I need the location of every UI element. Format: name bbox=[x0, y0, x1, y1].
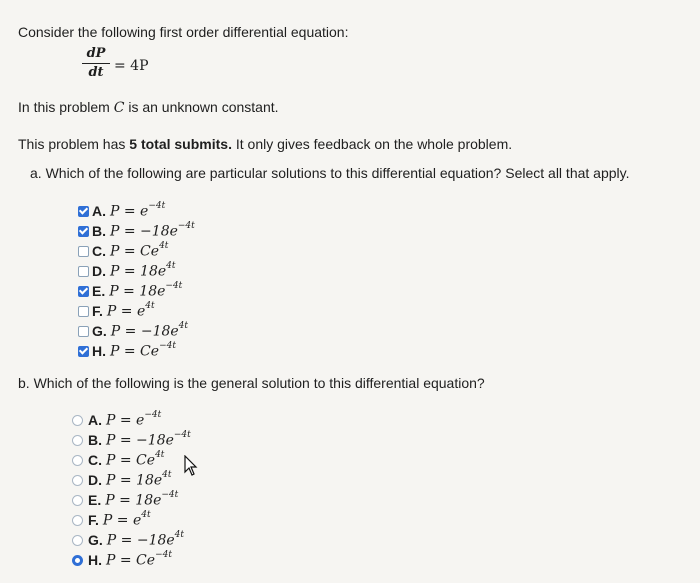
constant-note bbox=[18, 98, 279, 117]
equation-numerator: dP bbox=[86, 46, 106, 61]
option-label: E. bbox=[92, 283, 106, 299]
option-expression bbox=[106, 409, 162, 429]
option-expression bbox=[110, 340, 176, 360]
option-expression bbox=[106, 300, 155, 320]
option-expression-base: P = −18e bbox=[106, 532, 175, 549]
option-expression bbox=[102, 509, 151, 529]
checkbox-icon[interactable] bbox=[78, 246, 89, 257]
submits-note-bold: 5 total submits. bbox=[129, 136, 232, 152]
submits-note-suffix: It only gives feedback on the whole problem. bbox=[231, 136, 513, 152]
checkbox-icon[interactable] bbox=[78, 326, 89, 337]
option-expression-exponent: 4t bbox=[155, 449, 165, 460]
mouse-cursor-icon bbox=[184, 455, 198, 477]
part-a-question: a. Which of the following are particular solutions to this differential equation? Select all that apply. bbox=[30, 165, 630, 181]
option-expression bbox=[109, 280, 183, 300]
radio-icon[interactable] bbox=[72, 535, 83, 546]
option-expression bbox=[106, 469, 172, 489]
option-expression-base: P = Ce bbox=[110, 243, 160, 260]
part-b-option-h[interactable] bbox=[72, 550, 172, 570]
radio-icon[interactable] bbox=[72, 515, 83, 526]
option-expression-base: P = −18e bbox=[110, 223, 178, 240]
option-expression-base: P = 18e bbox=[105, 492, 162, 509]
option-label: C. bbox=[88, 452, 102, 468]
option-expression-exponent: 4t bbox=[178, 320, 189, 331]
equation-denominator: dt bbox=[88, 65, 104, 80]
checkbox-icon[interactable] bbox=[78, 266, 89, 277]
part-a-option-e[interactable] bbox=[78, 281, 182, 301]
checkbox-checked-icon[interactable] bbox=[78, 286, 89, 297]
option-expression-base: P = 18e bbox=[110, 263, 167, 280]
option-expression bbox=[110, 240, 169, 260]
option-expression-base: P = Ce bbox=[106, 452, 156, 469]
option-label: G. bbox=[88, 532, 103, 548]
option-expression-base: P = e bbox=[106, 303, 146, 320]
checkbox-icon[interactable] bbox=[78, 306, 89, 317]
part-b-option-b[interactable] bbox=[72, 430, 191, 450]
checkbox-checked-icon[interactable] bbox=[78, 226, 89, 237]
option-expression-exponent: 4t bbox=[174, 529, 185, 540]
part-a-option-h[interactable] bbox=[78, 341, 176, 361]
option-label: F. bbox=[92, 303, 103, 319]
option-expression-exponent: 4t bbox=[166, 260, 176, 271]
part-b-question: b. Which of the following is the general solution to this differential equation? bbox=[18, 375, 485, 391]
part-a-option-a[interactable] bbox=[78, 201, 165, 221]
option-expression-exponent: −4t bbox=[148, 200, 166, 211]
equation-fraction bbox=[82, 46, 110, 81]
option-expression bbox=[106, 549, 172, 569]
option-label: E. bbox=[88, 492, 102, 508]
option-expression-base: P = Ce bbox=[110, 343, 160, 360]
option-expression bbox=[106, 429, 191, 449]
part-b-option-g[interactable] bbox=[72, 530, 184, 550]
part-a-option-c[interactable] bbox=[78, 241, 168, 261]
option-label: H. bbox=[88, 552, 102, 568]
radio-icon[interactable] bbox=[72, 435, 83, 446]
option-expression-exponent: −4t bbox=[177, 220, 195, 231]
option-expression-base: P = Ce bbox=[106, 552, 156, 569]
part-b-option-d[interactable] bbox=[72, 470, 172, 490]
option-label: F. bbox=[88, 512, 99, 528]
option-label: H. bbox=[92, 343, 106, 359]
submits-note bbox=[18, 135, 512, 153]
option-expression-exponent: −4t bbox=[155, 549, 172, 560]
option-expression-exponent: 4t bbox=[159, 240, 169, 251]
option-label: G. bbox=[92, 323, 107, 339]
option-expression bbox=[105, 489, 179, 509]
option-expression bbox=[110, 220, 195, 240]
part-b-option-c[interactable] bbox=[72, 450, 164, 470]
radio-icon[interactable] bbox=[72, 495, 83, 506]
option-expression-exponent: −4t bbox=[161, 489, 179, 500]
option-expression bbox=[110, 200, 166, 220]
equation-rhs: = 4P bbox=[114, 58, 149, 74]
fraction-bar bbox=[82, 63, 110, 64]
part-a-option-f[interactable] bbox=[78, 301, 155, 321]
radio-icon[interactable] bbox=[72, 475, 83, 486]
option-expression-base: P = −18e bbox=[106, 432, 174, 449]
option-label: D. bbox=[88, 472, 102, 488]
option-expression-exponent: 4t bbox=[141, 509, 151, 520]
option-expression-base: P = e bbox=[110, 203, 149, 220]
option-expression-base: P = −18e bbox=[110, 323, 179, 340]
constant-note-prefix: In this problem bbox=[18, 99, 114, 115]
option-expression-exponent: 4t bbox=[162, 469, 172, 480]
option-expression-exponent: 4t bbox=[145, 300, 155, 311]
checkbox-checked-icon[interactable] bbox=[78, 206, 89, 217]
part-a-option-d[interactable] bbox=[78, 261, 176, 281]
option-expression-base: P = e bbox=[106, 412, 145, 429]
option-expression bbox=[106, 449, 165, 469]
option-expression bbox=[106, 529, 185, 549]
radio-selected-icon[interactable] bbox=[72, 555, 83, 566]
option-expression-exponent: −4t bbox=[173, 429, 191, 440]
option-expression-exponent: −4t bbox=[144, 409, 162, 420]
option-expression-base: P = 18e bbox=[109, 283, 166, 300]
submits-note-prefix: This problem has bbox=[18, 136, 130, 152]
option-expression-base: P = e bbox=[102, 512, 142, 529]
option-expression bbox=[110, 260, 176, 280]
checkbox-checked-icon[interactable] bbox=[78, 346, 89, 357]
part-a-option-g[interactable] bbox=[78, 321, 188, 341]
option-label: D. bbox=[92, 263, 106, 279]
part-a-option-b[interactable] bbox=[78, 221, 195, 241]
option-label: A. bbox=[92, 203, 106, 219]
radio-icon[interactable] bbox=[72, 415, 83, 426]
intro-text: Consider the following first order differential equation: bbox=[18, 24, 349, 40]
option-expression-exponent: −4t bbox=[159, 340, 176, 351]
constant-note-suffix: is an unknown constant. bbox=[124, 99, 279, 115]
option-label: B. bbox=[88, 432, 102, 448]
option-label: A. bbox=[88, 412, 102, 428]
part-b-option-f[interactable] bbox=[72, 510, 151, 530]
option-expression-exponent: −4t bbox=[165, 280, 183, 291]
part-b-option-a[interactable] bbox=[72, 410, 161, 430]
option-label: B. bbox=[92, 223, 106, 239]
option-expression-base: P = 18e bbox=[106, 472, 163, 489]
option-label: C. bbox=[92, 243, 106, 259]
part-b-option-e[interactable] bbox=[72, 490, 178, 510]
option-expression bbox=[110, 320, 189, 340]
radio-icon[interactable] bbox=[72, 455, 83, 466]
constant-note-var: C bbox=[113, 100, 125, 116]
